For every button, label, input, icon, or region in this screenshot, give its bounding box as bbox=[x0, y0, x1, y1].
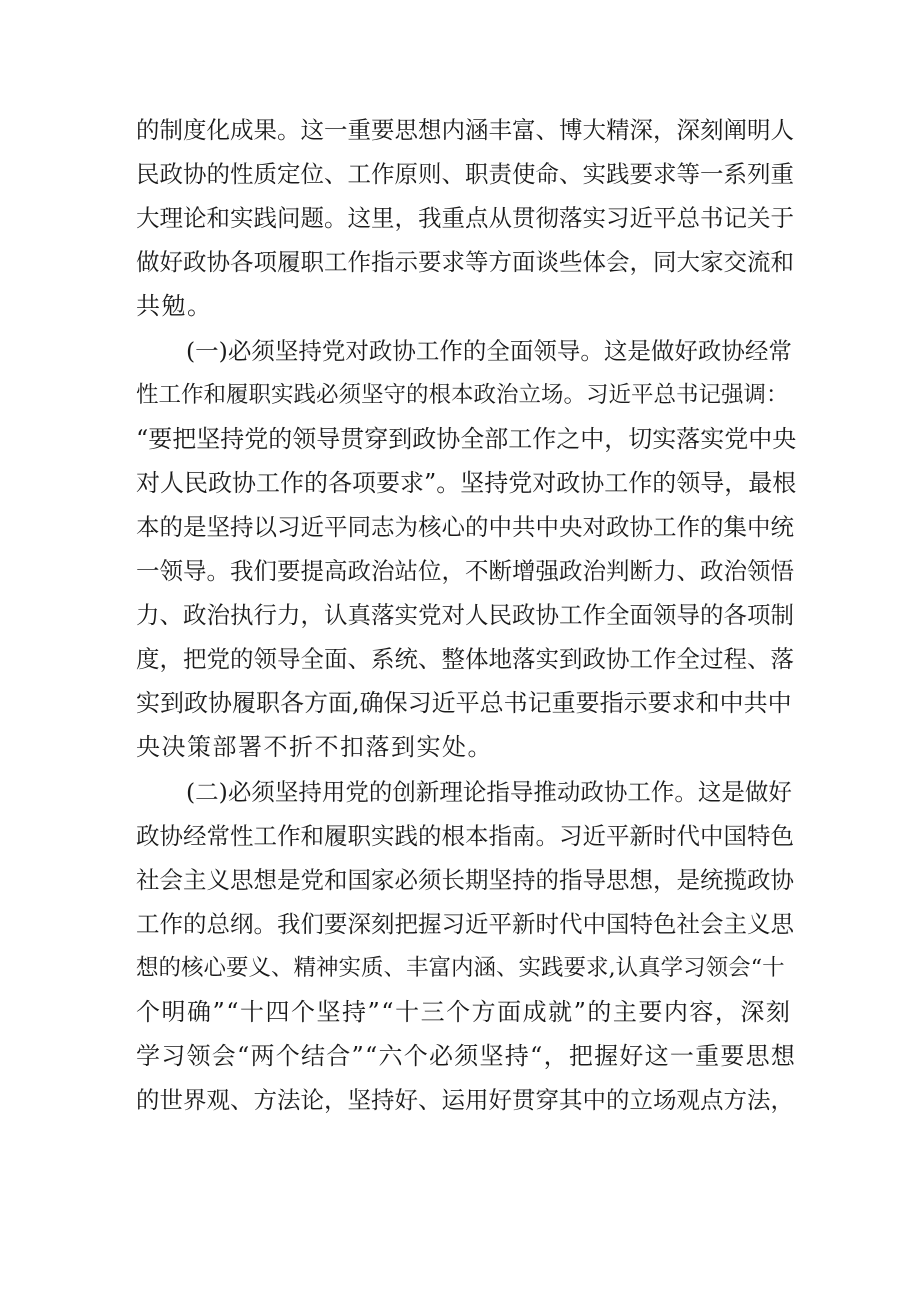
text-line: 想的核心要义、精神实质、丰富内涵、实践要求,认真学习领会“十 bbox=[136, 955, 785, 981]
text-line: (二)必须坚持用党的创新理论指导推动政协工作。这是做好 bbox=[186, 778, 792, 806]
text-line: 度，把党的领导全面、系统、整体地落实到政协工作全过程、落 bbox=[136, 645, 794, 673]
text-line: 实到政协履职各方面,确保习近平总书记重要指示要求和中共中 bbox=[136, 689, 792, 717]
text-line: 共勉。 bbox=[136, 292, 213, 320]
text-line: 工作的总纲。我们要深刻把握习近平新时代中国特色社会主义思 bbox=[136, 910, 794, 938]
text-line: 本的是坚持以习近平同志为核心的中共中央对政协工作的集中统 bbox=[136, 513, 794, 541]
text-line: 的世界观、方法论，坚持好、运用好贯穿其中的立场观点方法， bbox=[136, 1086, 794, 1114]
text-line: 对人民政协工作的各项要求”。坚持党对政协工作的领导，最根 bbox=[136, 469, 797, 497]
text-line: 个明确”“十四个坚持”“十三个方面成就”的主要内容，深刻 bbox=[136, 998, 792, 1026]
text-line: 社会主义思想是党和国家必须长期坚持的指导思想，是统揽政协 bbox=[136, 866, 794, 894]
text-line: 力、政治执行力，认真落实党对人民政协工作全面领导的各项制 bbox=[136, 601, 794, 629]
text-line: 学习领会“两个结合”“六个必须坚持“，把握好这一重要思想 bbox=[136, 1042, 797, 1070]
text-line: 的制度化成果。这一重要思想内涵丰富、博大精深，深刻阐明人 bbox=[136, 116, 794, 144]
text-line: 民政协的性质定位、工作原则、职责使命、实践要求等一系列重 bbox=[136, 160, 794, 188]
text-line: (一)必须坚持党对政协工作的全面领导。这是做好政协经常 bbox=[186, 337, 792, 365]
text-line: 央决策部署不折不扣落到实处。 bbox=[136, 733, 493, 761]
text-line: “要把坚持党的领导贯穿到政协全部工作之中，切实落实党中央 bbox=[136, 425, 797, 453]
text-line: 大理论和实践问题。这里，我重点从贯彻落实习近平总书记关于 bbox=[136, 204, 794, 232]
text-line: 做好政协各项履职工作指示要求等方面谈些体会，同大家交流和 bbox=[136, 248, 794, 276]
text-line: 一领导。我们要提高政治站位，不断增强政治判断力、政治领悟 bbox=[136, 557, 794, 585]
text-line: 政协经常性工作和履职实践的根本指南。习近平新时代中国特色 bbox=[136, 822, 794, 850]
text-line: 性工作和履职实践必须坚守的根本政治立场。习近平总书记强调： bbox=[136, 382, 789, 408]
